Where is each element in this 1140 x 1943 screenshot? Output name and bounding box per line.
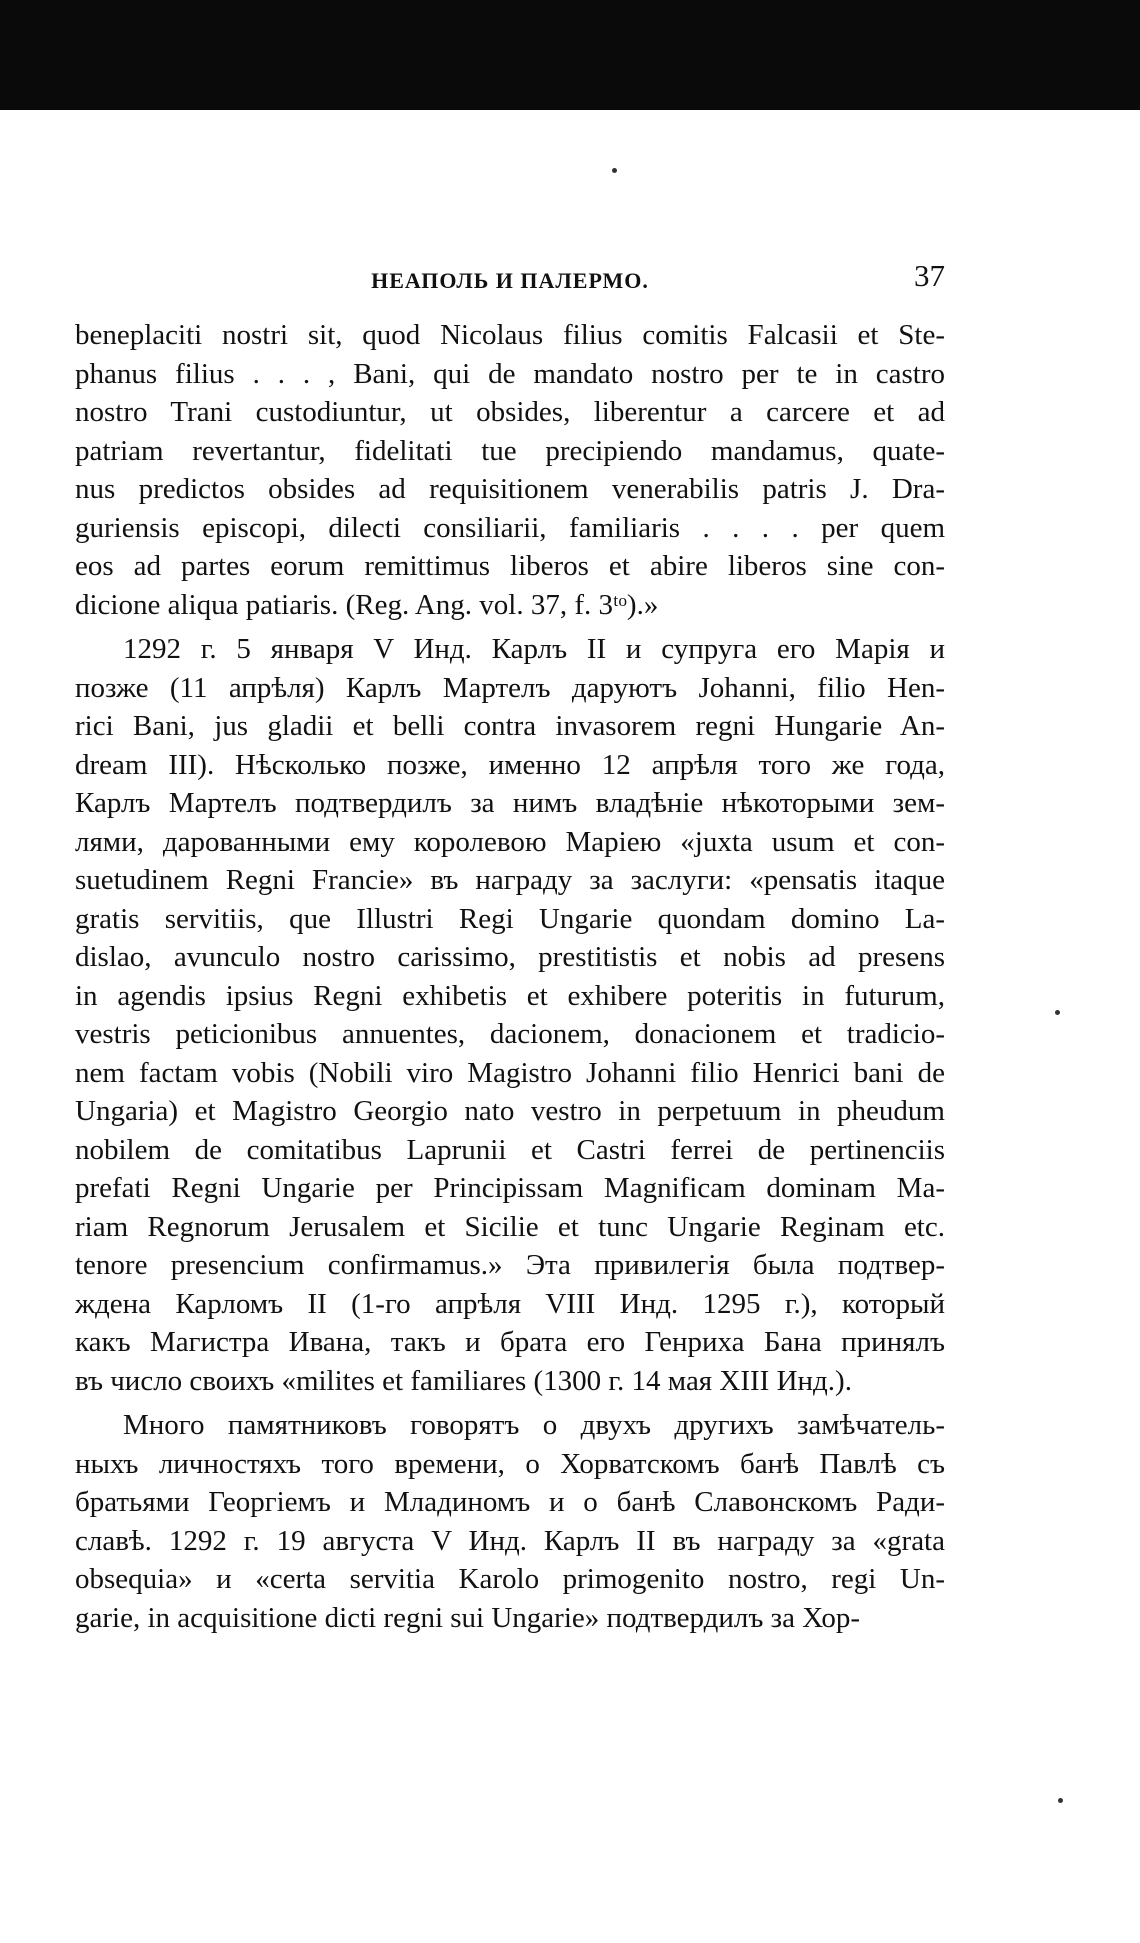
text-line: nus predictos obsides ad requisitionem venerabilis patris J. Dra- <box>75 473 945 505</box>
text-line: patriam revertantur, fidelitati tue precipiendo mandamus, quate- <box>75 434 945 467</box>
text-line: позже (11 апрѣля) Карлъ Мартелъ даруютъ Johanni, filio Hen- <box>75 671 945 704</box>
speck <box>1058 1798 1063 1803</box>
text-line: prefati Regni Ungarie per Principissam Magnificam dominam Ma- <box>75 1172 945 1204</box>
paragraph <box>75 316 945 624</box>
text-line: eos ad partes eorum remittimus liberos et abire liberos sine con- <box>75 550 945 582</box>
text-line: Ungaria) et Magistro Georgio nato vestro in perpetuum in pheudum <box>75 1095 945 1127</box>
text-line: phanus filius . . . , Bani, qui de mandato nostro per te in castro <box>75 357 945 390</box>
paragraph <box>75 630 945 1400</box>
page-number: 37 <box>914 258 945 293</box>
text-line: garie, in acquisitione dicti regni sui Ungarie» подтвердилъ за Хор- <box>75 1601 860 1634</box>
text-line: nem factam vobis (Nobili viro Magistro Johanni filio Henrici bani de <box>75 1056 945 1089</box>
text-line: suetudinem Regni Francie» въ награду за заслуги: «pensatis itaque <box>75 864 945 896</box>
text-line: dream III). Нѣсколько позже, именно 12 апрѣля того же года, <box>75 748 945 781</box>
text-line: ныхъ личностяхъ того времени, о Хорватскомъ банѣ Павлѣ съ <box>75 1447 945 1480</box>
text-line: beneplaciti nostri sit, quod Nicolaus filius comitis Falcasii et Ste- <box>75 319 945 351</box>
text-line: славѣ. 1292 г. 19 августа V Инд. Карлъ II въ награду за «grata <box>75 1524 945 1557</box>
text-line: guriensis episcopi, dilecti consiliarii, familiaris . . . . per quem <box>75 511 945 544</box>
text-line: obsequia» и «certa servitia Karolo primogenito nostro, regi Un- <box>75 1563 945 1595</box>
text-line: nobilem de comitatibus Laprunii et Castri ferrei de pertinenciis <box>75 1133 945 1166</box>
text-line: dicione aliqua patiaris. (Reg. Ang. vol. 37, f. 3ᵗᵒ).» <box>75 588 659 621</box>
speck <box>1055 1010 1060 1015</box>
running-head <box>75 258 945 298</box>
text-line: gratis servitiis, que Illustri Regi Ungarie quondam domino La- <box>75 902 945 935</box>
text-line: ждена Карломъ II (1-го апрѣля VIII Инд. 1295 г.), который <box>75 1287 945 1320</box>
text-line: 1292 г. 5 января V Инд. Карлъ II и супруга его Марія и <box>123 633 945 665</box>
text-line: nostro Trani custodiuntur, ut obsides, liberentur a carcere et ad <box>75 396 945 428</box>
text-line: dislao, avunculo nostro carissimo, prestitistis et nobis ad presens <box>75 941 945 973</box>
text-line: tenore presencium confirmamus.» Эта привилегія была подтвер- <box>75 1249 945 1281</box>
book-page <box>75 258 945 1637</box>
text-line: Карлъ Мартелъ подтвердилъ за нимъ владѣніе нѣкоторыми зем- <box>75 787 945 819</box>
scan-border-top <box>0 0 1140 110</box>
text-line: vestris peticionibus annuentes, dacionem, donacionem et tradicio- <box>75 1018 945 1050</box>
text-line: rici Bani, jus gladii et belli contra invasorem regni Hungarie An- <box>75 710 945 742</box>
text-line: riam Regnorum Jerusalem et Sicilie et tunc Ungarie Reginam etc. <box>75 1210 945 1243</box>
paragraph <box>75 1406 945 1637</box>
text-line: въ число своихъ «milites et familiares (1300 г. 14 мая XIII Инд.). <box>75 1364 852 1397</box>
running-title: НЕАПОЛЬ И ПАЛЕРМО. <box>371 268 649 293</box>
text-line: братьями Георгіемъ и Младиномъ и о банѣ Славонскомъ Ради- <box>75 1486 945 1518</box>
text-line: Много памятниковъ говорятъ о двухъ другихъ замѣчатель- <box>123 1409 945 1441</box>
speck <box>612 168 617 173</box>
text-line: лями, дарованными ему королевою Маріею «juxta usum et con- <box>75 825 945 858</box>
text-line: какъ Магистра Ивана, такъ и брата его Генриха Бана принялъ <box>75 1326 945 1358</box>
body-text <box>75 316 945 1637</box>
text-line: in agendis ipsius Regni exhibetis et exhibere poteritis in futurum, <box>75 979 945 1012</box>
